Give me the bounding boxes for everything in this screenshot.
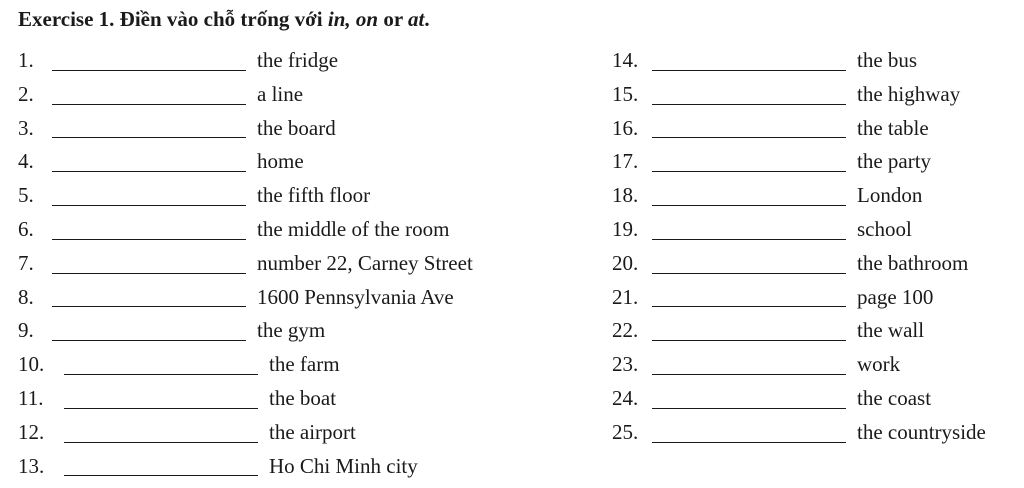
exercise-item-11	[18, 382, 473, 416]
item-phrase: work	[857, 352, 901, 377]
answer-blank-2[interactable]	[52, 103, 246, 105]
item-phrase: a line	[257, 81, 304, 106]
item-number: 18.	[612, 183, 639, 208]
answer-blank-1[interactable]	[52, 69, 246, 71]
answer-blank-24[interactable]	[652, 407, 846, 409]
exercise-item-7	[18, 247, 473, 281]
right-column	[612, 44, 986, 450]
item-number: 6.	[18, 216, 34, 241]
exercise-item-23	[612, 348, 986, 382]
item-number: 23.	[612, 352, 639, 377]
item-phrase: the bathroom	[857, 250, 969, 275]
item-phrase: school	[857, 216, 912, 241]
item-phrase: the board	[257, 115, 336, 140]
answer-blank-13[interactable]	[64, 474, 258, 476]
exercise-item-2	[18, 78, 473, 112]
item-phrase: Ho Chi Minh city	[269, 453, 418, 478]
answer-blank-12[interactable]	[64, 441, 258, 443]
exercise-item-22	[612, 314, 986, 348]
item-number: 3.	[18, 115, 34, 140]
item-phrase: page 100	[857, 284, 934, 309]
item-number: 9.	[18, 318, 34, 343]
exercise-item-4	[18, 145, 473, 179]
item-number: 25.	[612, 419, 639, 444]
item-number: 13.	[18, 453, 45, 478]
exercise-item-20	[612, 247, 986, 281]
item-phrase: the airport	[269, 419, 356, 444]
item-phrase: the farm	[269, 352, 340, 377]
exercise-item-17	[612, 145, 986, 179]
exercise-item-1	[18, 44, 473, 78]
title-word-at: at	[408, 7, 425, 31]
item-phrase: the boat	[269, 385, 337, 410]
item-number: 21.	[612, 284, 639, 309]
item-number: 1.	[18, 48, 34, 72]
item-number: 4.	[18, 149, 34, 174]
answer-blank-9[interactable]	[52, 339, 246, 341]
answer-blank-8[interactable]	[52, 305, 246, 307]
title-word-on: on	[355, 7, 379, 31]
answer-blank-19[interactable]	[652, 238, 846, 240]
exercise-item-19	[612, 213, 986, 247]
answer-blank-11[interactable]	[64, 407, 258, 409]
exercise-item-12	[18, 416, 473, 450]
item-number: 12.	[18, 419, 45, 444]
item-phrase: the middle of the room	[257, 216, 450, 241]
item-phrase: the fridge	[257, 48, 339, 72]
exercise-item-18	[612, 179, 986, 213]
item-phrase: London	[857, 183, 923, 208]
item-number: 24.	[612, 385, 639, 410]
answer-blank-15[interactable]	[652, 103, 846, 105]
item-number: 2.	[18, 81, 34, 106]
exercise-item-16	[612, 112, 986, 146]
title-sep-2: or	[378, 7, 409, 31]
answer-blank-3[interactable]	[52, 136, 246, 138]
answer-blank-5[interactable]	[52, 204, 246, 206]
exercise-item-5	[18, 179, 473, 213]
answer-blank-17[interactable]	[652, 170, 846, 172]
item-number: 14.	[612, 48, 639, 72]
answer-blank-23[interactable]	[652, 373, 846, 375]
title-suffix: .	[424, 7, 430, 31]
answer-blank-6[interactable]	[52, 238, 246, 240]
exercise-item-14	[612, 44, 986, 78]
answer-blank-25[interactable]	[652, 441, 846, 443]
exercise-item-9	[18, 314, 473, 348]
answer-blank-22[interactable]	[652, 339, 846, 341]
exercise-item-25	[612, 416, 986, 450]
item-number: 20.	[612, 250, 639, 275]
answer-blank-20[interactable]	[652, 272, 846, 274]
item-phrase: home	[257, 149, 304, 174]
item-phrase: number 22, Carney Street	[257, 250, 473, 275]
item-number: 8.	[18, 284, 34, 309]
item-phrase: the fifth floor	[257, 183, 371, 208]
item-number: 10.	[18, 352, 45, 377]
exercise-item-3	[18, 112, 473, 146]
answer-blank-18[interactable]	[652, 204, 846, 206]
exercise-item-15	[612, 78, 986, 112]
item-phrase: the table	[857, 115, 929, 140]
item-phrase: the wall	[857, 318, 925, 343]
item-number: 22.	[612, 318, 639, 343]
exercise-item-10	[18, 348, 473, 382]
item-number: 17.	[612, 149, 639, 174]
item-number: 16.	[612, 115, 639, 140]
item-phrase: the highway	[857, 81, 961, 106]
item-phrase: the bus	[857, 48, 918, 72]
left-column	[18, 44, 473, 483]
answer-blank-4[interactable]	[52, 170, 246, 172]
title-prefix: Exercise 1. Điền vào chỗ trống với	[18, 7, 328, 31]
exercise-item-21	[612, 281, 986, 315]
exercise-title	[18, 7, 430, 32]
item-number: 5.	[18, 183, 34, 208]
exercise-item-8	[18, 281, 473, 315]
item-phrase: the gym	[257, 318, 326, 343]
answer-blank-16[interactable]	[652, 136, 846, 138]
item-phrase: the party	[857, 149, 932, 174]
title-word-in: in,	[327, 7, 351, 31]
item-phrase: the coast	[857, 385, 932, 410]
item-number: 7.	[18, 250, 34, 275]
answer-blank-14[interactable]	[652, 69, 846, 71]
item-phrase: 1600 Pennsylvania Ave	[257, 284, 454, 309]
item-number: 15.	[612, 81, 639, 106]
answer-blank-21[interactable]	[652, 305, 846, 307]
exercise-item-13	[18, 450, 473, 484]
exercise-item-24	[612, 382, 986, 416]
answer-blank-7[interactable]	[52, 272, 246, 274]
answer-blank-10[interactable]	[64, 373, 258, 375]
item-number: 11.	[18, 385, 44, 410]
item-number: 19.	[612, 216, 639, 241]
item-phrase: the countryside	[857, 419, 986, 444]
exercise-item-6	[18, 213, 473, 247]
